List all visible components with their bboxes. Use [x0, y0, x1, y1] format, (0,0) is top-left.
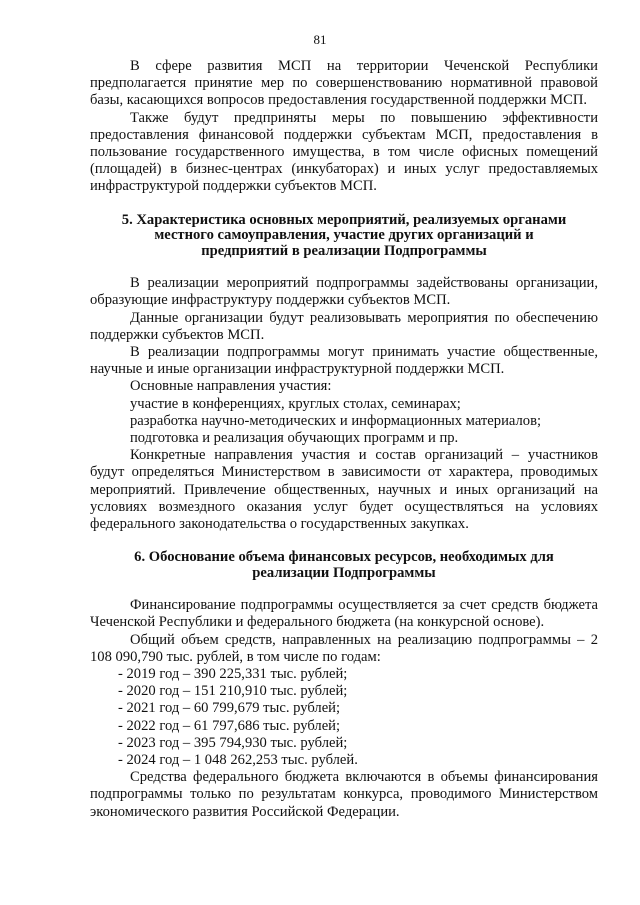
section-5-heading-line-1: 5. Характеристика основных мероприятий, реализуемых органами	[121, 211, 567, 228]
budget-year-2024: - 2024 год – 1 048 262,253 тыс. рублей.	[118, 752, 358, 768]
section-6-paragraph-2: Общий объем средств, направленных на реализацию подпрограммы – 2 108 090,790 тыс. рублей, в том числе по годам:	[90, 631, 598, 665]
section-5-paragraph-4: Основные направления участия:	[130, 378, 332, 395]
section-5-list-item-1: участие в конференциях, круглых столах, семинарах;	[130, 395, 461, 412]
document-body	[90, 58, 598, 821]
section-5-paragraph-8: Конкретные направления участия и состав организаций – участников будут определяться Министерством в зависимости от характера, проводимых мероприятий. Привлечение общественных, научных и иных организаций на условиях возмездного оказания услуг будет осуществляться на условиях федерального законодательства о государственных закупках.	[90, 447, 598, 532]
section-6-paragraph-3: Средства федерального бюджета включаются в объемы финансирования подпрограммы только по результатам конкурса, проводимого Министерством экономического развития Российской Федерации.	[90, 769, 598, 820]
page-number: 81	[313, 32, 327, 47]
section-6-heading-line-1: 6. Обоснование объема финансовых ресурсов, необходимых для	[134, 549, 554, 566]
section-5-heading-line-2: местного самоуправления, участие других организаций и	[154, 227, 534, 244]
budget-year-2019: - 2019 год – 390 225,331 тыс. рублей;	[118, 665, 348, 682]
section-6-paragraph-1: Финансирование подпрограммы осуществляется за счет средств бюджета Чеченской Республики и федерального бюджета (на конкурсной основе).	[90, 597, 598, 631]
intro-paragraph-2: Также будут предприняты меры по повышению эффективности предоставления финансовой поддержки субъектам МСП, предоставления в пользование государственного имущества, в том числе офисных помещений (площадей) в бизнес-центрах (инкубаторах) и иных услуг предоставляемых инфраструктурой поддержки субъектов МСП.	[90, 109, 598, 195]
section-6-heading	[90, 550, 598, 581]
budget-year-2022: - 2022 год – 61 797,686 тыс. рублей;	[118, 717, 341, 734]
budget-year-2021: - 2021 год – 60 799,679 тыс. рублей;	[118, 700, 341, 717]
section-5-paragraph-3: В реализации подпрограммы могут принимать участие общественные, научные и иные организации инфраструктурной поддержки МСП.	[90, 343, 598, 378]
section-5-list-item-2: разработка научно-методических и информационных материалов;	[130, 412, 542, 429]
intro-paragraph-1: В сфере развития МСП на территории Чеченской Республики предполагается принятие мер по совершенствованию нормативной правовой базы, касающихся вопросов предоставления государственной поддержки МСП.	[90, 58, 598, 109]
section-5-heading-line-3: предприятий в реализации Подпрограммы	[201, 242, 487, 259]
section-5-heading	[90, 213, 598, 260]
section-6-heading-line-2: реализации Подпрограммы	[252, 564, 436, 581]
section-5-paragraph-2: Данные организации будут реализовывать мероприятия по обеспечению поддержки субъектов МСП.	[90, 309, 598, 343]
budget-year-2023: - 2023 год – 395 794,930 тыс. рублей;	[118, 734, 348, 751]
section-5-list-item-3: подготовка и реализация обучающих программ и пр.	[130, 429, 459, 446]
section-5-paragraph-1: В реализации мероприятий подпрограммы задействованы организации, образующие инфраструктуру поддержки субъектов МСП.	[90, 275, 598, 309]
budget-year-2020: - 2020 год – 151 210,910 тыс. рублей;	[118, 683, 348, 700]
